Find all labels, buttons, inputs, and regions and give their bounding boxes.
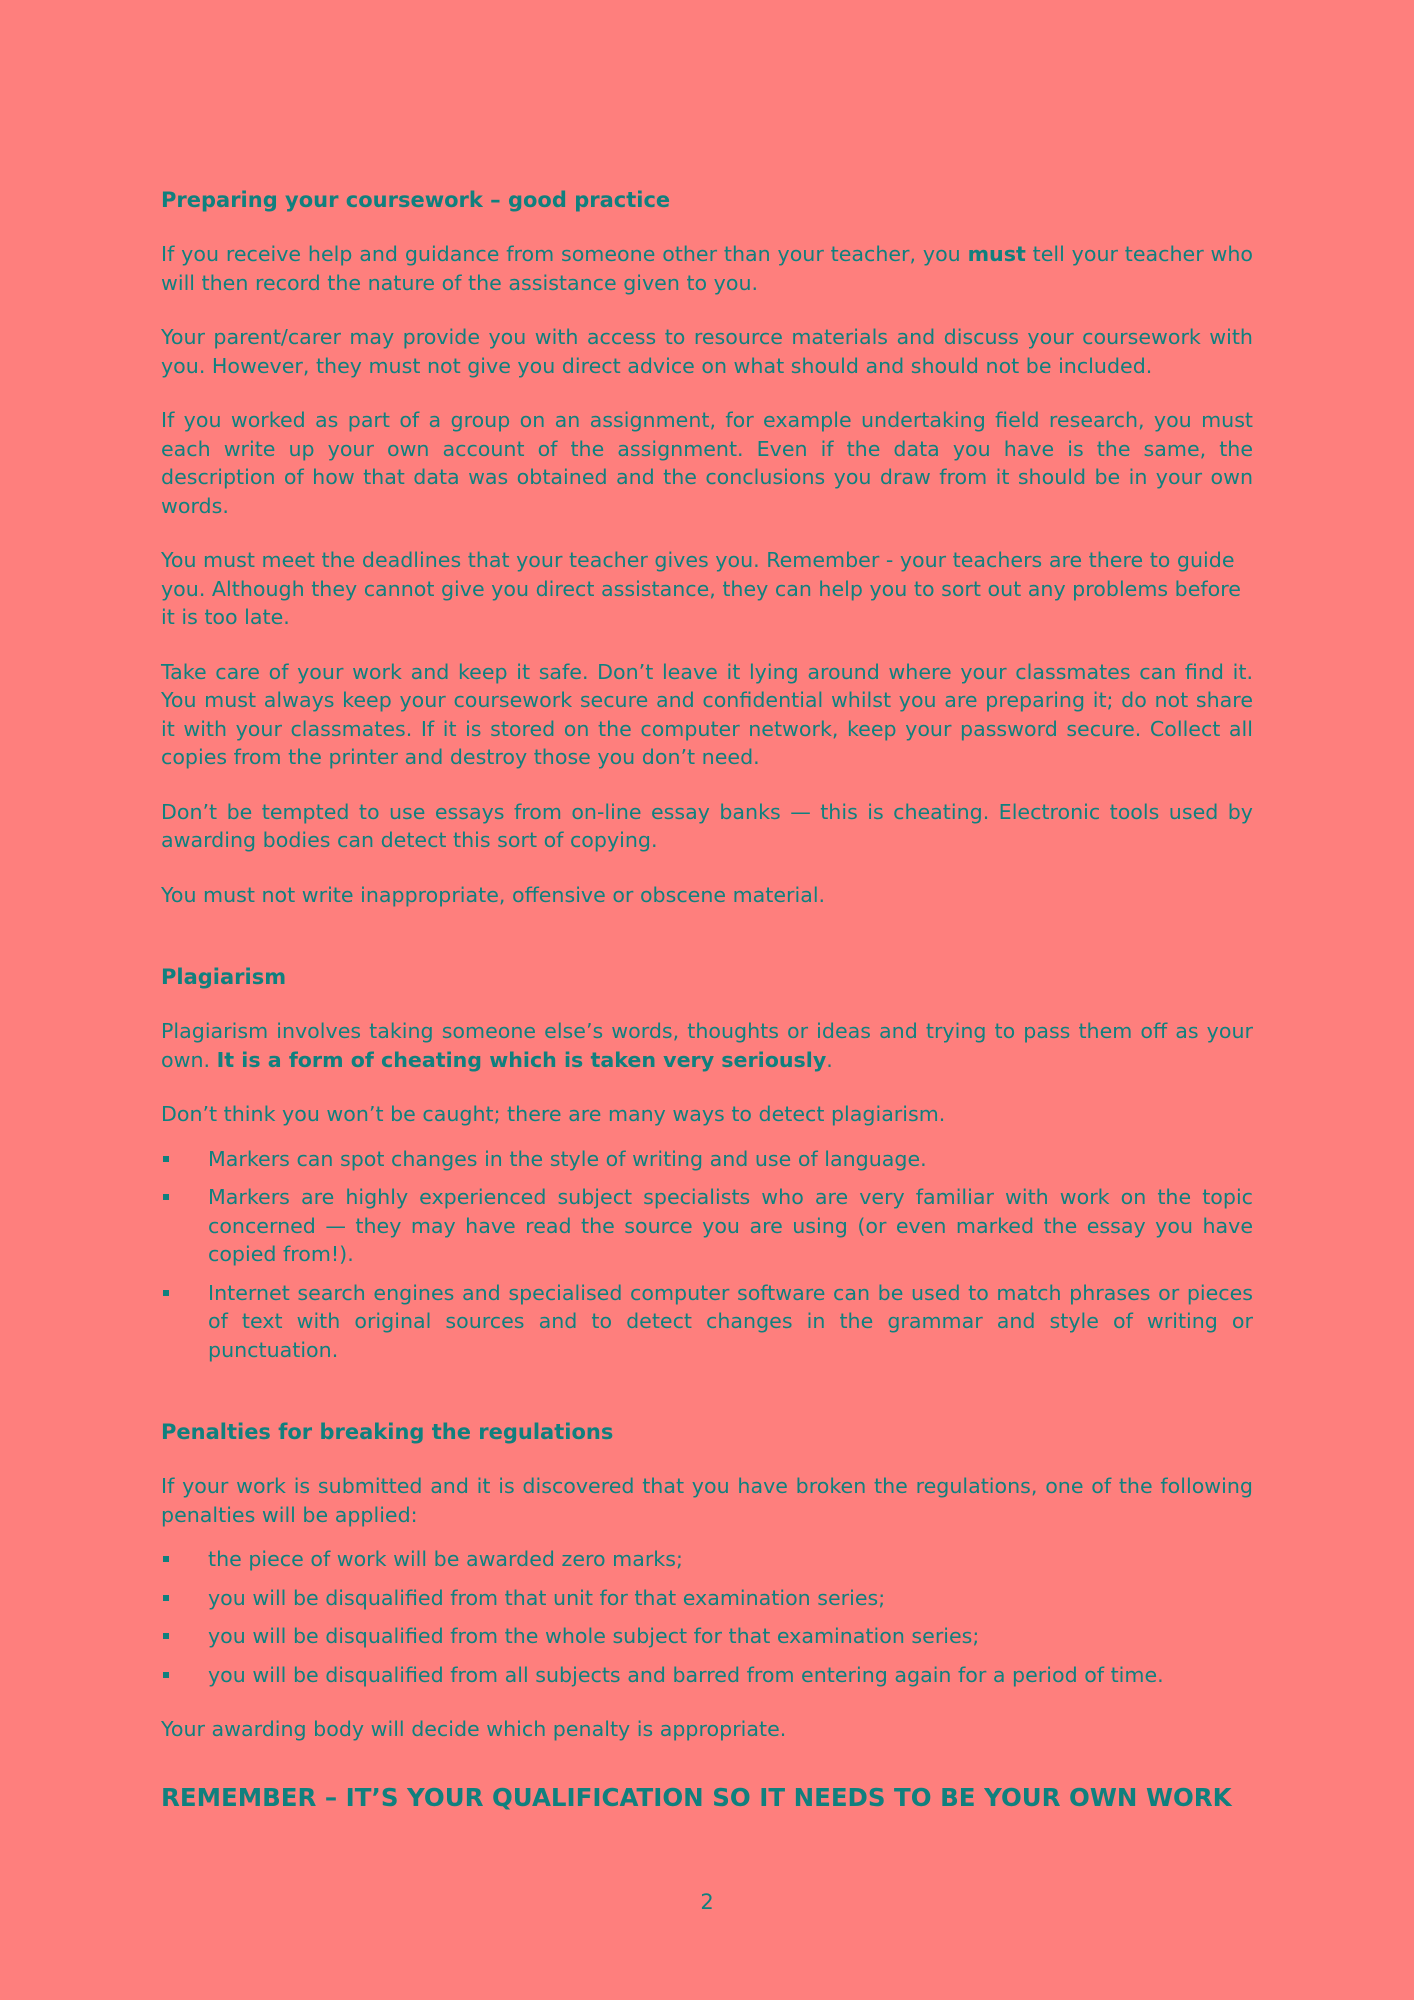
list-item	[161, 1545, 1253, 1574]
paragraph-keep-safe: Take care of your work and keep it safe. Don’t leave it lying around where your classmates can find it. You must always keep your coursework secure and confidential whilst you are preparing it; do not share it with your classmates. If it is stored on the computer network, keep your password secure. Collect all copies from the printer and destroy those you don’t need.	[161, 659, 1253, 769]
list-item-text: you will be disqualified from that unit for that examination series;	[208, 1585, 886, 1610]
paragraph-penalties-intro: If your work is submitted and it is discovered that you have broken the regulations, one of the following penalties will be applied:	[161, 1474, 1253, 1527]
paragraph-detect-plagiarism: Don’t think you won’t be caught; there are many ways to detect plagiarism.	[161, 1102, 946, 1126]
list-item	[161, 1622, 1253, 1651]
square-bullet-icon	[163, 1556, 169, 1562]
list-item-text: Markers are highly experienced subject specialists who are very familiar with work on the topic concerned — they may have read the source you are using (or even marked the essay you have copied from!).	[208, 1185, 1253, 1266]
section-gap	[161, 1390, 1253, 1418]
square-bullet-icon	[163, 1290, 169, 1296]
page-content	[161, 186, 1253, 1814]
text-run: If you receive help and guidance from someone other than your teacher, you	[161, 242, 968, 266]
heading-penalties: Penalties for breaking the regulations	[161, 1420, 614, 1444]
list-item	[161, 1661, 1253, 1690]
square-bullet-icon	[163, 1672, 169, 1678]
text-run: tell your teacher who will then record the nature of the assistance given to you.	[161, 242, 1253, 295]
section-gap	[161, 935, 1253, 963]
paragraph-deadlines: You must meet the deadlines that your teacher gives you. Remember - your teachers are there to guide you. Although they cannot give you direct assistance, they can help you to sort out any problems before it is too late.	[161, 548, 1241, 629]
square-bullet-icon	[163, 1194, 169, 1200]
heading-good-practice: Preparing your coursework – good practice	[161, 188, 671, 212]
paragraph-essay-banks: Don’t be tempted to use essays from on-line essay banks — this is cheating. Electronic tools used by awarding bodies can detect this sort of copying.	[161, 799, 1253, 852]
paragraph-plagiarism-definition	[161, 1017, 1253, 1074]
paragraph-help-guidance	[161, 240, 1253, 297]
penalties-list	[161, 1545, 1253, 1689]
paragraph-group-work: If you worked as part of a group on an assignment, for example undertaking field research, you must each write up your own account of the assignment. Even if the data you have is the same, the description of how that data was obtained and the conclusions you draw from it should be in your own words.	[161, 408, 1253, 518]
list-item	[161, 1183, 1253, 1269]
page-number: 2	[700, 1890, 714, 1914]
emphasis-cheating: It is a form of cheating which is taken very seriously	[216, 1047, 827, 1072]
square-bullet-icon	[163, 1633, 169, 1639]
remember-banner: REMEMBER – IT’S YOUR QUALIFICATION SO IT NEEDS TO BE YOUR OWN WORK	[161, 1782, 1232, 1812]
list-item-text: you will be disqualified from all subjects and barred from entering again for a period of time.	[208, 1662, 1164, 1687]
list-item	[161, 1145, 1253, 1174]
heading-plagiarism: Plagiarism	[161, 965, 287, 989]
list-item-text: you will be disqualified from the whole subject for that examination series;	[208, 1624, 980, 1648]
list-item-text: Internet search engines and specialised computer software can be used to match phrases or pieces of text with original sources and to detect changes in the grammar and style of writing or punctuation.	[208, 1280, 1253, 1362]
paragraph-awarding-body: Your awarding body will decide which penalty is appropriate.	[161, 1717, 787, 1741]
list-item-text: the piece of work will be awarded zero marks;	[208, 1547, 683, 1571]
list-item-text: Markers can spot changes in the style of writing and use of language.	[208, 1146, 927, 1171]
list-item	[161, 1584, 1253, 1613]
paragraph-inappropriate: You must not write inappropriate, offensive or obscene material.	[161, 882, 826, 907]
text-run: .	[826, 1047, 833, 1072]
square-bullet-icon	[163, 1156, 169, 1162]
text-run: Plagiarism involves taking someone else’s words, thoughts or ideas and trying to pass them off as your own.	[161, 1019, 1253, 1072]
paragraph-parent-carer: Your parent/carer may provide you with access to resource materials and discuss your coursework with you. However, they must not give you direct advice on what should and should not be included.	[161, 325, 1253, 378]
plagiarism-detection-list	[161, 1145, 1253, 1365]
emphasis-must: must	[967, 242, 1026, 266]
square-bullet-icon	[163, 1595, 169, 1601]
list-item	[161, 1279, 1253, 1365]
